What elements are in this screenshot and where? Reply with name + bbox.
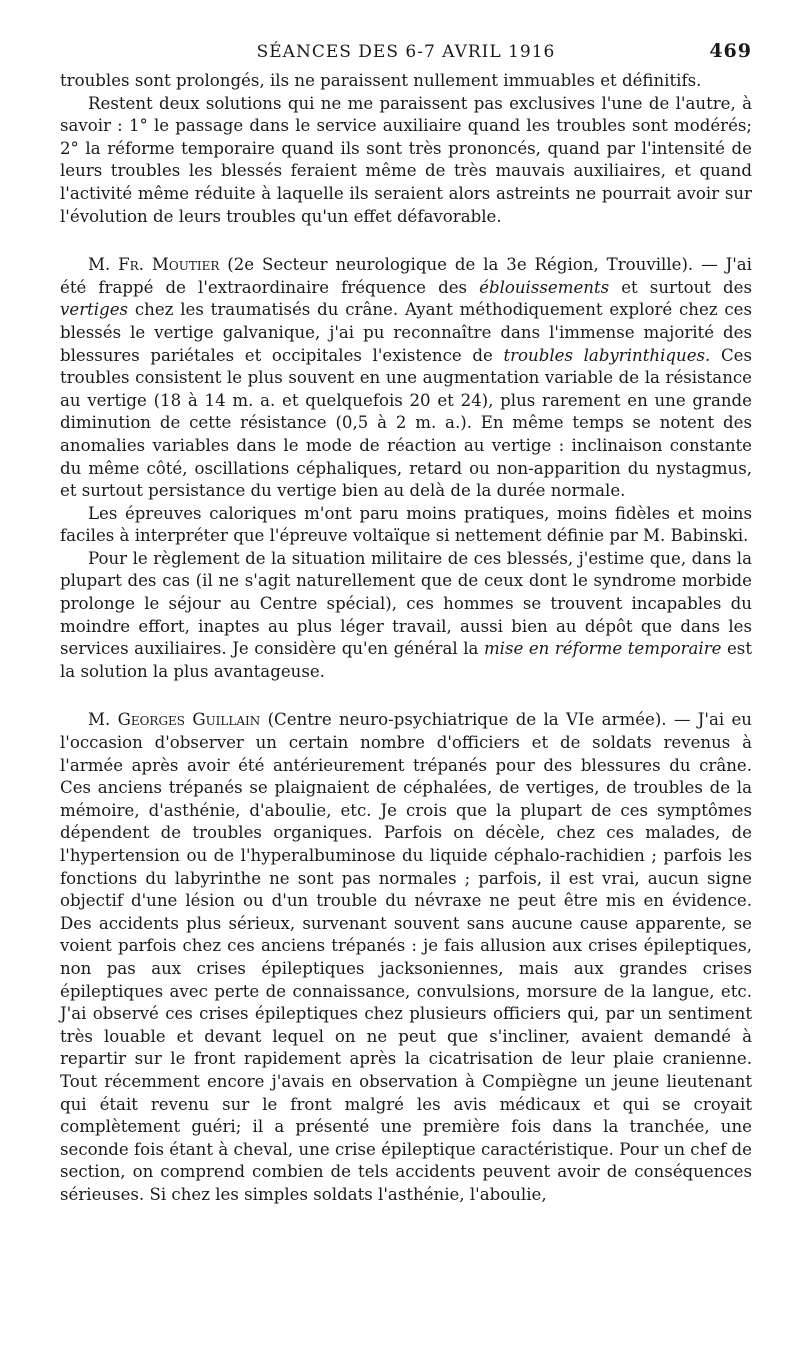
paragraph-text: (Centre neuro-psychiatrique de la VIe armée). — J'ai eu l'occasion d'observer un certain nombre d'officiers et de soldats revenus à l'armée après avoir été antérieurement trépanés pour des blessures du crâne. Ces anciens trépanés se plaignaient de céphalées, de vertiges, de troubles de la mémoire, d'asthénie, d'aboulie, etc. Je crois que la plupart de ces symptômes dépendent de troubles organiques. Parfois on décèle, chez ces malades, de l'hypertension ou de l'hyperalbuminose du liquide céphalo-rachidien ; parfois les fonctions du labyrinthe ne sont pas normales ; parfois, il est vrai, aucun signe objectif d'une lésion ou d'un trouble du névraxe ne peut être mis en évidence. Des accidents plus sérieux, survenant souvent sans aucune cause apparente, se voient parfois chez ces anciens trépanés : je fais allusion aux crises épileptiques, non pas aux crises épileptiques jacksoniennes, mais aux grandes crises épileptiques avec perte de connaissance, convulsions, morsure de la langue, etc. J'ai observé ces crises épileptiques chez plusieurs officiers qui, par un sentiment très louable et devant lequel on ne peut que s'incliner, avaient demandé à repartir sur le front rapidement après la cicatrisation de leur plaie cranienne. Tout récemment encore j'avais en observation à Compiègne un jeune lieutenant qui était revenu sur le front malgré les avis médicaux et qui se croyait complètement guéri; il a présenté une première fois dans la tranchée, une seconde fois étant à cheval, une crise épileptique caractéristique. Pour un chef de section, on comprend combien de tels accidents peuvent avoir de conséquences sérieuses. Si chez les simples soldats l'asthénie, l'aboulie, [60,710,752,1204]
emphasis-text: éblouissements [479,277,610,297]
author-name: M. Georges Guillain [88,710,261,730]
author-name: M. Fr. Moutier [88,255,220,275]
paragraph-continuation: troubles sont prolongés, ils ne paraissent nullement immuables et définitifs. [60,71,702,90]
paragraph-moutier [60,254,752,503]
paragraph-text: est la solution la plus avantageuse. [60,639,752,681]
paragraph-solutions: Restent deux solutions qui ne me paraissent pas exclusives l'une de l'autre, à savoir : 1° le passage dans le service auxiliaire quand les troubles sont modérés; 2° la réforme temporaire quand ils sont très prononcés, quand par l'intensité de leurs troubles les blessés feraient même de très mauvais auxiliaires, et quand l'activité même réduite à laquelle ils seraient alors astreints ne pourrait avoir sur l'évolution de leurs troubles qu'un effet défavorable. [60,93,752,226]
paragraph-text: et surtout des [609,277,752,297]
paragraph-caloric-tests: Les épreuves caloriques m'ont paru moins pratiques, moins fidèles et moins faciles à interpréter que l'épreuve voltaïque si nettement définie par M. Babinski. [60,503,752,546]
paragraph-text: chez les traumatisés du crâne. Ayant méthodiquement exploré chez ces blessés le vertige galvanique, j'ai pu reconnaître dans l'immense majorité des blessures pariétales et occipitales l'existence de [60,300,752,365]
paragraph-text: (2e Secteur neurologique de la 3e Région, Trouville). — J'ai été frappé de l'extraordinaire fréquence des [60,255,752,297]
running-title: SÉANCES DES 6-7 AVRIL 1916 [256,42,556,62]
paragraph-text: . Ces troubles consistent le plus souvent en une augmentation variable de la résistance au vertige (18 à 14 m. a. et quelquefois 20 et 24), plus rarement en une grande diminution de cette résistance (0,5 à 2 m. a.). En même temps se notent des anomalies variables dans le mode de réaction au vertige : inclinaison constante du même côté, oscillations céphaliques, retard ou non-apparition du nystagmus, et surtout persistance du vertige bien au delà de la durée normale. [60,345,752,501]
page-header [60,36,752,70]
emphasis-text: vertiges [60,300,129,320]
page-number: 469 [709,40,752,62]
document-page [60,36,752,1207]
paragraph-guillain [60,709,752,1206]
emphasis-text: mise en réforme temporaire [483,639,722,659]
emphasis-text: troubles labyrinthiques [503,345,706,365]
paragraph-text: Pour le règlement de la situation militaire de ces blessés, j'estime que, dans la plupart des cas (il ne s'agit naturellement que de ceux dont le syndrome morbide prolonge le séjour au Centre spécial), ces hommes se trouvent incapables du moindre effort, inaptes au plus léger travail, aussi bien au dépôt que dans les services auxiliaires. Je considère qu'en général la [60,548,752,659]
paragraph-military-status [60,548,752,684]
